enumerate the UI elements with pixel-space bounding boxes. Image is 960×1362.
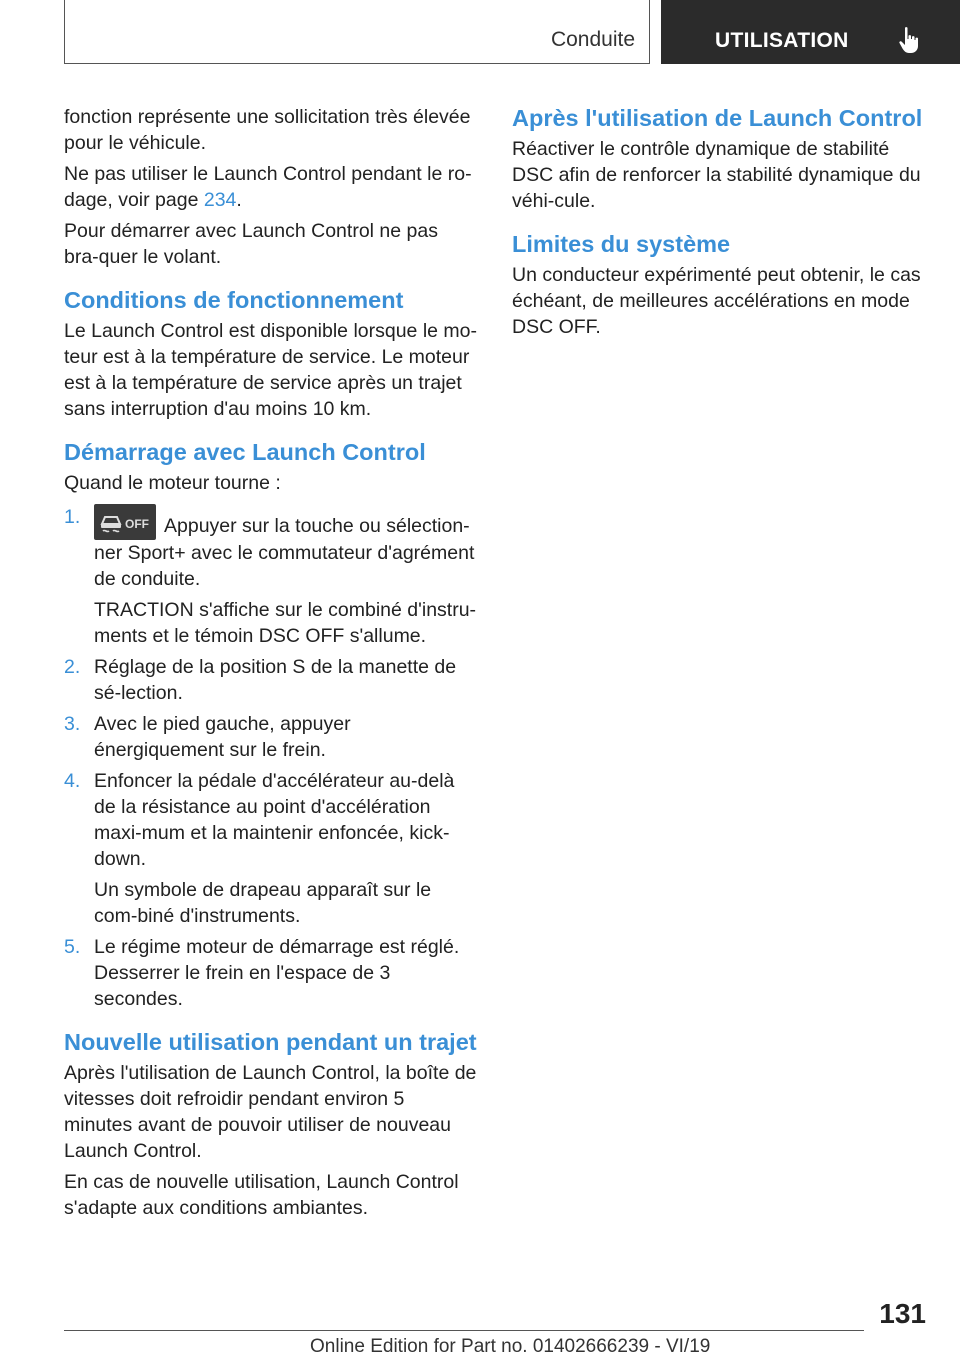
footer-divider: [64, 1330, 864, 1331]
list-item: [64, 654, 478, 706]
after-paragraph: Réactiver le contrôle dynamique de stabilité DSC afin de renforcer la stabilité dynamique du véhi-cule.: [512, 138, 921, 212]
chapter-tab: [661, 0, 960, 64]
conditions-paragraph: Le Launch Control est disponible lorsque le mo-teur est à la température de service. Le moteur est à la température de service après un trajet sans interruption d'au moins 10 km.: [64, 320, 477, 420]
section-title: Conduite: [550, 28, 635, 51]
steps-list: [64, 504, 478, 1012]
after-heading: Après l'utilisation de Launch Control: [512, 105, 923, 131]
reuse-paragraph-1: Après l'utilisation de Launch Control, la boîte de vitesses doit refroidir pendant environ 5 minutes avant de pouvoir utiliser de nouveau Launch Control.: [64, 1062, 477, 1162]
step-note: TRACTION s'affiche sur le combiné d'instru-ments et le témoin DSC OFF s'allume.: [94, 599, 477, 647]
step-text: Réglage de la position S de la manette de sé-lection.: [94, 656, 457, 704]
dsc-off-icon: [94, 504, 156, 540]
list-item: [64, 504, 478, 649]
footer-edition: Online Edition for Part no. 01402666239 - VI/19: [310, 1336, 711, 1357]
step-text: Avec le pied gauche, appuyer énergiquement sur le frein.: [94, 713, 351, 761]
step-note: Un symbole de drapeau apparaît sur le com-biné d'instruments.: [94, 879, 432, 927]
step-number: 2.: [64, 656, 81, 678]
right-column: [512, 104, 932, 345]
step-number: 4.: [64, 770, 81, 792]
step-text: Le régime moteur de démarrage est réglé. Desserrer le frein en l'espace de 3 secondes.: [94, 936, 460, 1010]
breaking-in-paragraph: [64, 161, 478, 213]
page-header: [0, 0, 960, 66]
step-text: Appuyer sur la touche ou sélection-ner Sport+ avec le commutateur d'agrément de conduite.: [94, 515, 475, 590]
section-tab: [64, 0, 650, 64]
step-text: Enfoncer la pédale d'accélérateur au-delà de la résistance au point d'accélération maxi-mum et la maintenir enfoncée, kick-down.: [94, 770, 455, 870]
list-item: [64, 934, 478, 1012]
pointing-hand-icon: [897, 26, 923, 54]
breaking-in-text: Ne pas utiliser le Launch Control pendant le ro-dage, voir page: [64, 163, 472, 211]
step-number: 5.: [64, 936, 81, 958]
breaking-in-end: .: [236, 189, 242, 211]
list-item: [64, 768, 478, 929]
page-link-234[interactable]: 234: [203, 189, 237, 211]
left-column: [64, 104, 478, 1226]
reuse-paragraph-2: En cas de nouvelle utilisation, Launch Control s'adapte aux conditions ambiantes.: [64, 1171, 459, 1219]
limits-paragraph: Un conducteur expérimenté peut obtenir, le cas échéant, de meilleures accélérations en mode DSC OFF.: [512, 264, 921, 338]
chapter-title: UTILISATION: [715, 29, 849, 52]
intro-paragraph: fonction représente une sollicitation très élevée pour le véhicule.: [64, 106, 471, 154]
svg-text:OFF: OFF: [125, 517, 149, 531]
steering-paragraph: Pour démarrer avec Launch Control ne pas bra-quer le volant.: [64, 220, 438, 268]
start-heading: Démarrage avec Launch Control: [64, 439, 426, 465]
step-number: 3.: [64, 713, 81, 735]
start-intro: Quand le moteur tourne :: [64, 472, 281, 494]
reuse-heading: Nouvelle utilisation pendant un trajet: [64, 1029, 477, 1055]
page-number: 131: [879, 1298, 926, 1329]
limits-heading: Limites du système: [512, 231, 731, 257]
list-item: [64, 711, 478, 763]
step-number: 1.: [64, 506, 81, 528]
conditions-heading: Conditions de fonctionnement: [64, 287, 404, 313]
